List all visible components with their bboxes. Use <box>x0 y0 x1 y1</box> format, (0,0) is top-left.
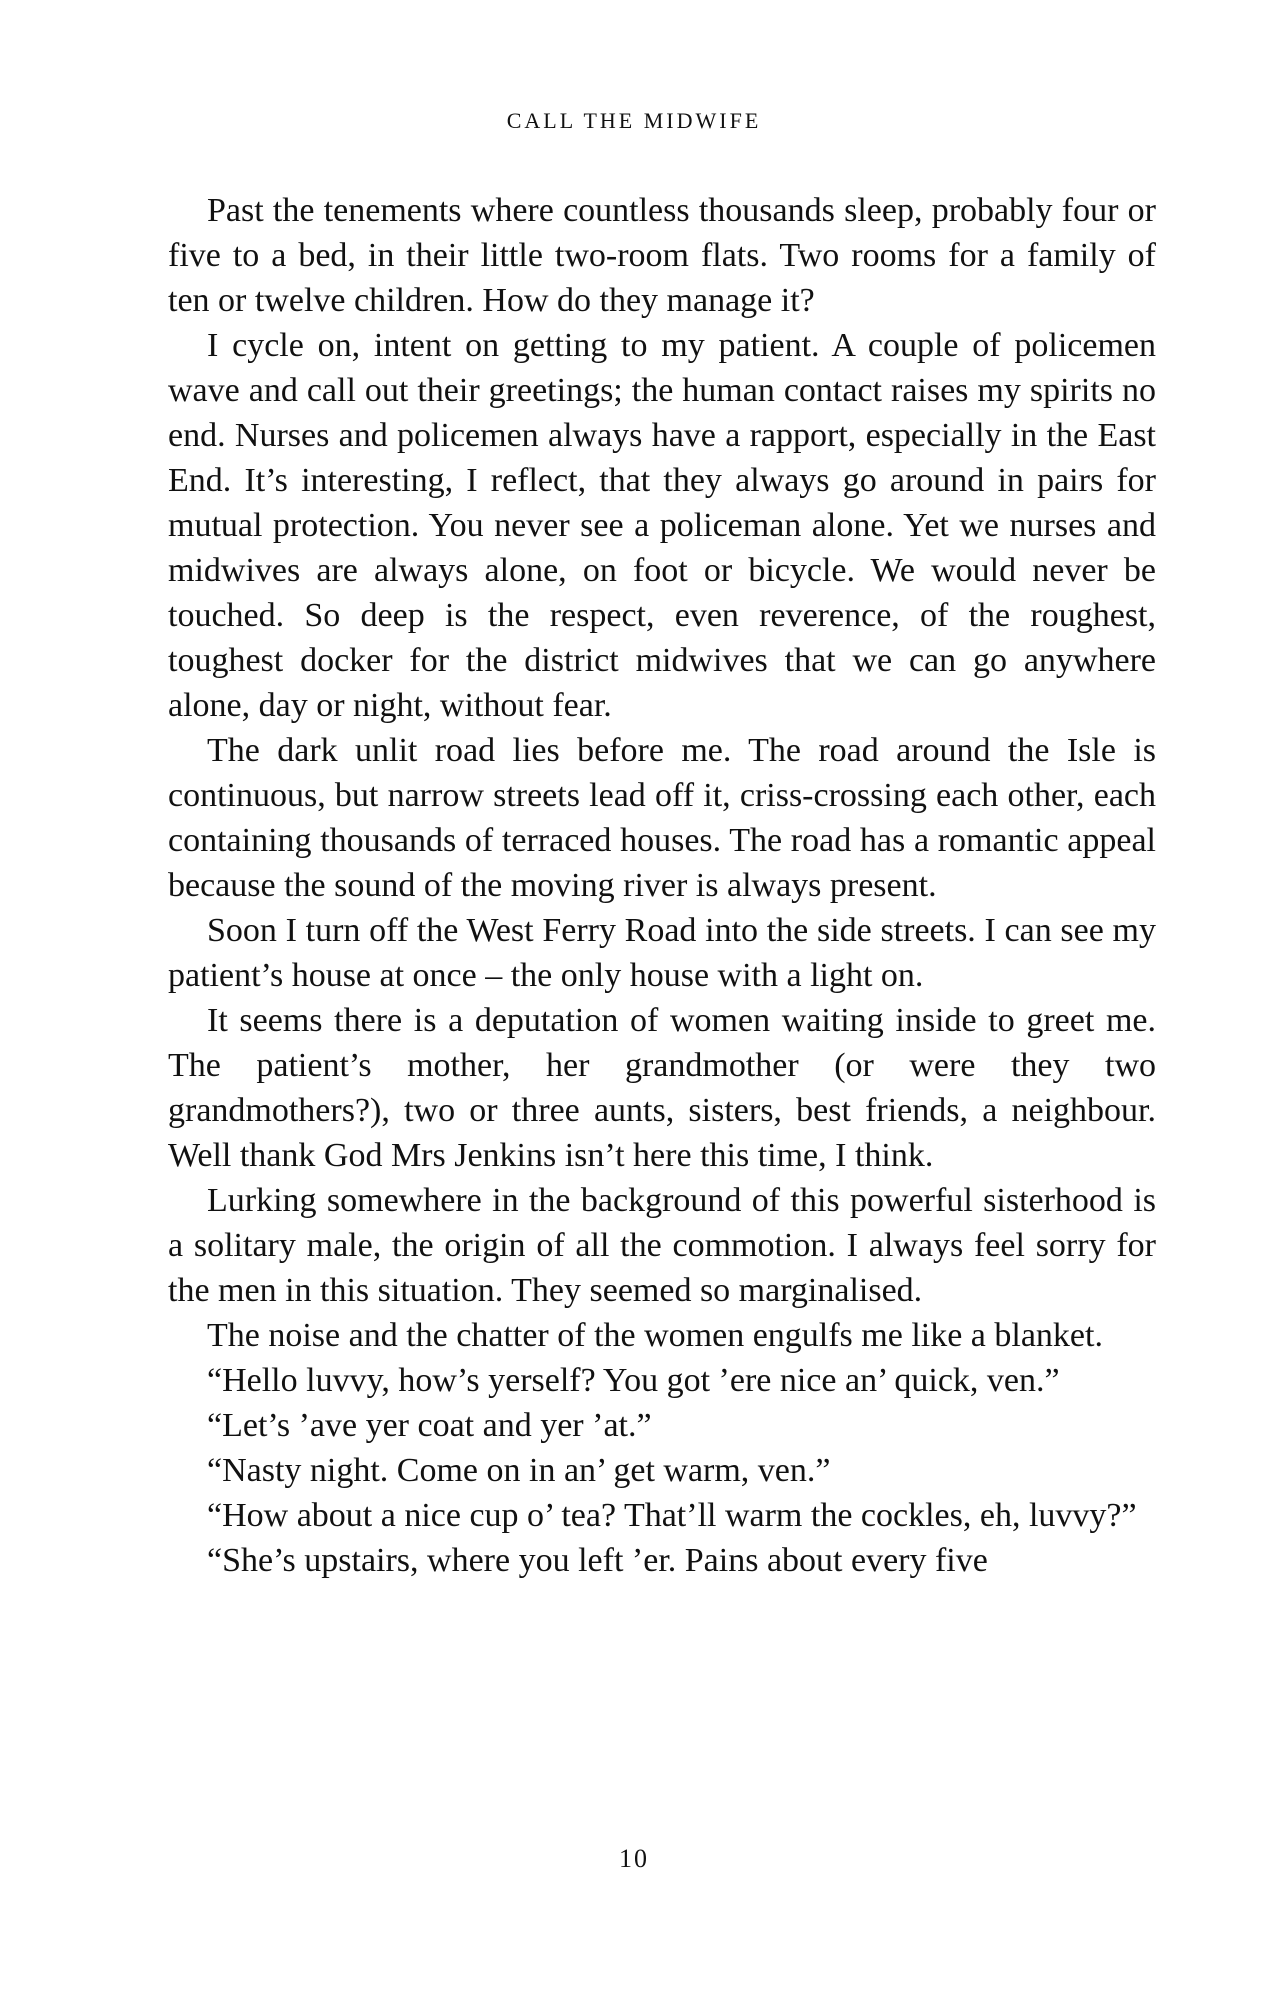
dialogue-line: “Let’s ’ave yer coat and yer ’at.” <box>207 1407 652 1444</box>
page-number: 10 <box>619 1844 649 1873</box>
dialogue-line: “Nasty night. Come on in an’ get warm, ven.” <box>207 1452 831 1489</box>
body-text <box>168 188 1156 1583</box>
paragraph: I cycle on, intent on getting to my patient. A couple of policemen wave and call out their greetings; the human contact raises my spirits no end. Nurses and policemen always have a rapport, especially in the East End. It’s interesting, I reflect, that they always go around in pairs for mutual protection. You never see a policeman alone. Yet we nurses and midwives are always alone, on foot or bicycle. We would never be touched. So deep is the respect, even reverence, of the roughest, toughest docker for the district midwives that we can go anywhere alone, day or night, without fear. <box>168 327 1156 724</box>
dialogue-line: “She’s upstairs, where you left ’er. Pains about every five <box>207 1542 988 1579</box>
paragraph: The noise and the chatter of the women engulfs me like a blanket. <box>207 1317 1103 1354</box>
paragraph: Past the tenements where countless thousands sleep, probably four or five to a bed, in their little two-room flats. Two rooms for a family of ten or twelve children. How do they manage it? <box>168 192 1156 319</box>
paragraph: It seems there is a deputation of women waiting inside to greet me. The patient’s mother, her grandmother (or were they two grandmothers?), two or three aunts, sisters, best friends, a neighbour. Well thank God Mrs Jenkins isn’t here this time, I think. <box>168 1002 1156 1174</box>
paragraph: The dark unlit road lies before me. The road around the Isle is continuous, but narrow streets lead off it, criss-crossing each other, each containing thousands of terraced houses. The road has a romantic appeal because the sound of the moving river is always present. <box>168 732 1156 904</box>
running-head: CALL THE MIDWIFE <box>506 108 762 133</box>
dialogue-line: “Hello luvvy, how’s yerself? You got ’ere nice an’ quick, ven.” <box>207 1362 1060 1399</box>
dialogue-line: “How about a nice cup o’ tea? That’ll warm the cockles, eh, luvvy?” <box>207 1497 1137 1534</box>
paragraph: Soon I turn off the West Ferry Road into the side streets. I can see my patient’s house at once – the only house with a light on. <box>168 912 1156 994</box>
paragraph: Lurking somewhere in the background of this powerful sisterhood is a solitary male, the origin of all the commotion. I always feel sorry for the men in this situation. They seemed so marginalised. <box>168 1182 1156 1309</box>
